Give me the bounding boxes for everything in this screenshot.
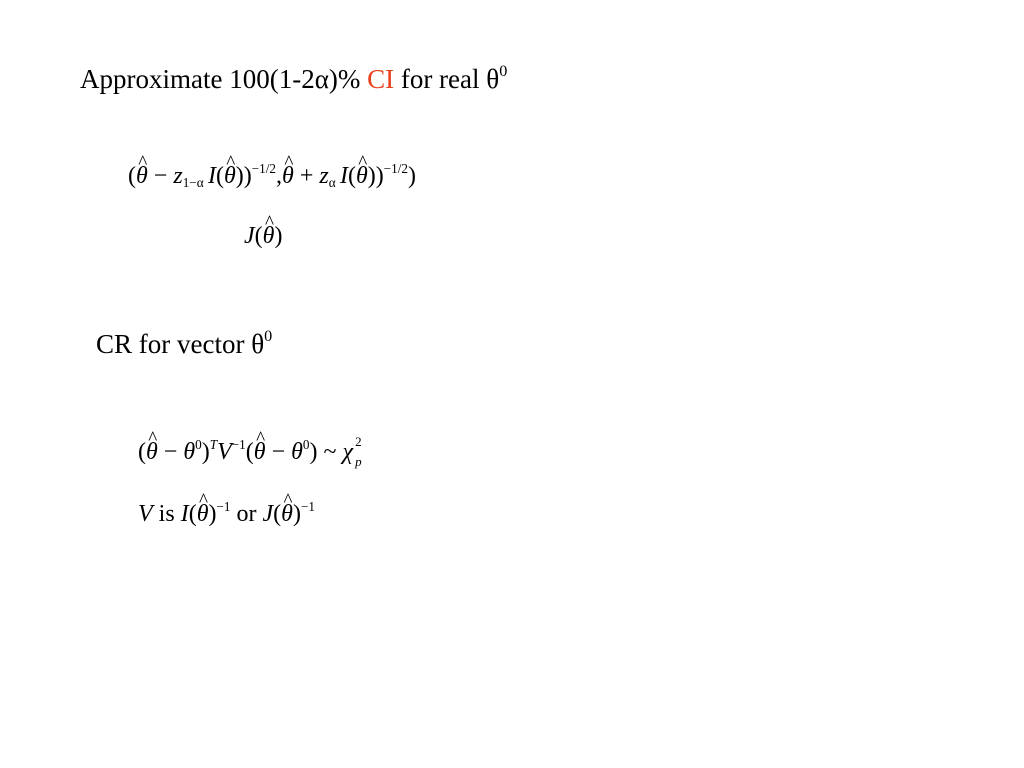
paren-close: )): [235, 163, 252, 189]
zero-superscript: 0: [195, 437, 202, 453]
z-subscript-alpha: α: [328, 174, 336, 190]
cr-heading: [96, 326, 273, 359]
cr-formula: [138, 434, 363, 469]
z-subscript-1-alpha: 1−α: [182, 174, 204, 190]
tilde-sign: ~: [317, 439, 343, 465]
theta-zero: θ: [291, 439, 303, 465]
J-symbol: J: [244, 223, 255, 249]
paren-close: ): [201, 439, 210, 465]
theta-hat: ^ θ: [356, 164, 368, 188]
exponent-neg-half: −1/2: [383, 161, 409, 177]
info-I: I: [339, 163, 348, 189]
chi-symbol: χ: [342, 439, 354, 465]
paren-open: (: [215, 163, 224, 189]
paren-open: (: [273, 501, 282, 527]
chi-superscript: 2: [355, 434, 362, 449]
chi-subscript: p: [355, 454, 362, 469]
theta-hat: ^ θ: [263, 224, 275, 248]
info-I: I: [180, 501, 189, 527]
cr-heading-sup: 0: [264, 326, 273, 345]
theta-hat: ^ θ: [146, 440, 158, 464]
inverse-exponent: −1: [300, 499, 315, 515]
theta-hat: ^ θ: [136, 164, 148, 188]
cr-heading-text: CR for vector θ: [96, 329, 265, 359]
minus-sign: −: [157, 439, 184, 465]
v-line: [138, 499, 315, 527]
ci-heading: [80, 61, 508, 94]
paren-close: ): [208, 501, 217, 527]
theta-hat: ^ θ: [254, 440, 266, 464]
comma: ,: [276, 163, 283, 189]
ci-heading-ci: CI: [367, 64, 395, 94]
transpose-T: T: [209, 437, 218, 453]
theta-hat: ^ θ: [281, 502, 293, 526]
ci-heading-prefix: Approximate 100(1-2α)%: [80, 64, 368, 94]
zero-superscript: 0: [302, 437, 310, 453]
ci-heading-suffix: for real θ: [394, 64, 500, 94]
paren-close: ): [309, 439, 318, 465]
ci-heading-sup: 0: [499, 61, 508, 80]
V-symbol: V: [217, 439, 232, 465]
or-text: or: [230, 501, 263, 527]
theta-hat: ^ θ: [197, 502, 209, 526]
paren-close: ): [274, 223, 283, 249]
theta-zero: θ: [183, 439, 196, 465]
exponent-neg-half: −1/2: [251, 161, 277, 177]
J-symbol: J: [262, 501, 274, 527]
V-symbol: V: [138, 501, 153, 527]
paren-open: (: [245, 439, 254, 465]
theta-hat: ^ θ: [224, 164, 236, 188]
ci-formula: [128, 161, 417, 190]
paren-close: ): [292, 501, 301, 527]
paren-open: (: [138, 439, 146, 465]
j-line: [244, 224, 282, 248]
ci-open-paren: (: [128, 163, 136, 189]
minus-sign: −: [265, 439, 292, 465]
inverse-exponent: −1: [216, 499, 231, 515]
paren-open: (: [347, 163, 356, 189]
inverse-exponent: −1: [231, 437, 246, 453]
z-symbol: z: [319, 163, 329, 189]
info-I: I: [207, 163, 216, 189]
is-text: is: [152, 501, 181, 527]
theta-hat: ^ θ: [282, 164, 294, 188]
paren-open: (: [254, 223, 263, 249]
paren-open: (: [188, 501, 197, 527]
ci-close-paren: ): [408, 163, 417, 189]
minus-sign: −: [147, 163, 174, 189]
z-symbol: z: [173, 163, 183, 189]
paren-close: )): [367, 163, 384, 189]
plus-sign: +: [293, 163, 320, 189]
